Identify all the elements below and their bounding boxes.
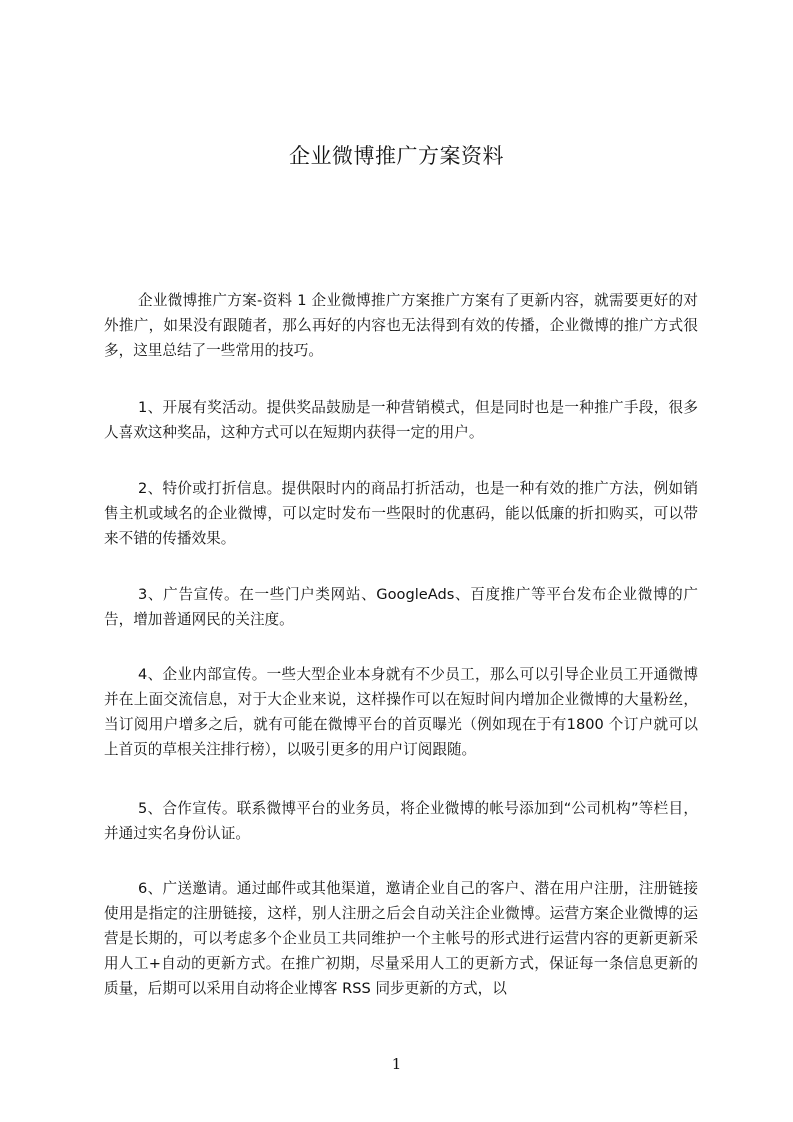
- paragraph-intro: 企业微博推广方案-资料 1 企业微博推广方案推广方案有了更新内容，就需要更好的对外推广，如果没有跟随者，那么再好的内容也无法得到有效的传播，企业微博的推广方式很多，这里总结了一些常用的技巧。: [104, 292, 698, 359]
- paragraph-item-6: 6、广送邀请。通过邮件或其他渠道，邀请企业自己的客户、潜在用户注册，注册链接使用是指定的注册链接，这样，别人注册之后会自动关注企业微博。运营方案企业微博的运营是长期的，可以考虑多个企业员工共同维护一个主帐号的形式进行运营内容的更新更新采用人工+自动的更新方式。在推广初期，尽量采用人工的更新方式，保证每一条信息更新的质量，后期可以采用自动将企业博客 RSS 同步更新的方式，以: [104, 880, 698, 997]
- paragraph-item-1: 1、开展有奖活动。提供奖品鼓励是一种营销模式，但是同时也是一种推广手段，很多人喜欢这种奖品，这种方式可以在短期内获得一定的用户。: [104, 399, 698, 441]
- paragraph-item-4: 4、企业内部宣传。一些大型企业本身就有不少员工，那么可以引导企业员工开通微博并在上面交流信息，对于大企业来说，这样操作可以在短时间内增加企业微博的大量粉丝，当订阅用户增多之后，就有可能在微博平台的首页曝光（例如现在于有1800 个订户就可以上首页的草根关注排行榜），以吸引更多的用户订阅跟随。: [104, 666, 698, 758]
- paragraph-item-3: 3、广告宣传。在一些门户类网站、GoogleAds、百度推广等平台发布企业微博的广告，增加普通网民的关注度。: [104, 586, 698, 628]
- paragraph-item-5: 5、合作宣传。联系微博平台的业务员，将企业微博的帐号添加到“公司机构”等栏目，并通过实名身份认证。: [104, 800, 698, 842]
- document-title: 企业微博推广方案资料: [289, 144, 504, 168]
- page-number: 1: [391, 1055, 402, 1073]
- paragraph-item-2: 2、特价或打折信息。提供限时内的商品打折活动，也是一种有效的推广方法，例如销售主机或域名的企业微博，可以定时发布一些限时的优惠码，能以低廉的折扣购买，可以带来不错的传播效果。: [104, 480, 698, 547]
